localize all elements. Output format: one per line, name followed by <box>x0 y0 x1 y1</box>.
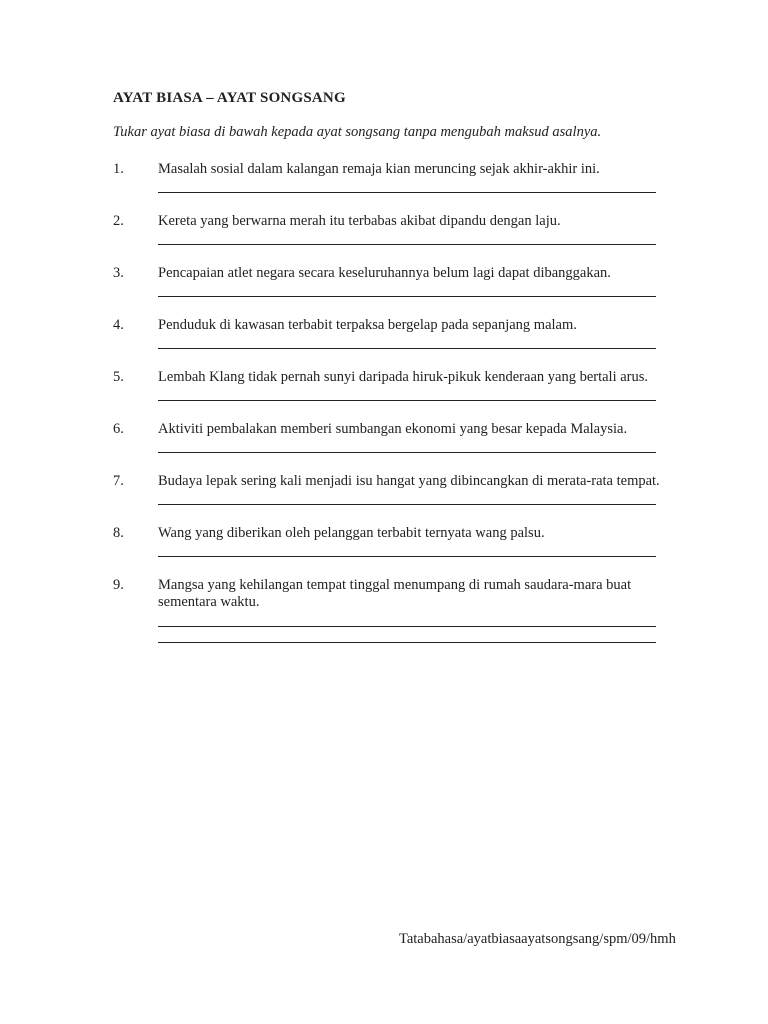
question-number: 4. <box>113 317 124 333</box>
question-number: 8. <box>113 525 124 541</box>
answer-line[interactable] <box>158 400 656 401</box>
footer-reference: Tatabahasa/ayatbiasaayatsongsang/spm/09/hmh <box>399 931 676 947</box>
answer-line[interactable] <box>158 504 656 505</box>
question-number: 9. <box>113 577 124 593</box>
answer-line[interactable] <box>158 244 656 245</box>
answer-line[interactable] <box>158 642 656 643</box>
question-item <box>113 473 693 491</box>
answer-line[interactable] <box>158 192 656 193</box>
answer-line[interactable] <box>158 556 656 557</box>
question-number: 6. <box>113 421 124 437</box>
question-number: 7. <box>113 473 124 489</box>
answer-line[interactable] <box>158 348 656 349</box>
question-item <box>113 213 693 231</box>
question-text: Budaya lepak sering kali menjadi isu hangat yang dibincangkan di merata-rata tempat. <box>158 473 660 489</box>
question-number: 1. <box>113 161 124 177</box>
question-text: Wang yang diberikan oleh pelanggan terbabit ternyata wang palsu. <box>158 525 545 541</box>
instruction-text: Tukar ayat biasa di bawah kepada ayat songsang tanpa mengubah maksud asalnya. <box>113 124 602 140</box>
question-number: 5. <box>113 369 124 385</box>
question-text: Penduduk di kawasan terbabit terpaksa bergelap pada sepanjang malam. <box>158 317 577 333</box>
question-text: Pencapaian atlet negara secara keseluruhannya belum lagi dapat dibanggakan. <box>158 265 611 281</box>
question-item <box>113 421 693 439</box>
question-text: Lembah Klang tidak pernah sunyi daripada hiruk-pikuk kenderaan yang bertali arus. <box>158 369 649 385</box>
question-number: 2. <box>113 213 124 229</box>
question-text: Mangsa yang kehilangan tempat tinggal menumpang di rumah saudara-mara buat sementara waktu. <box>158 577 632 610</box>
answer-line[interactable] <box>158 296 656 297</box>
answer-line[interactable] <box>158 626 656 627</box>
question-number: 3. <box>113 265 124 281</box>
question-item <box>113 369 693 387</box>
question-text: Kereta yang berwarna merah itu terbabas akibat dipandu dengan laju. <box>158 213 561 229</box>
question-item <box>113 317 693 335</box>
question-item <box>113 265 693 283</box>
question-item <box>113 577 693 610</box>
worksheet-title: AYAT BIASA – AYAT SONGSANG <box>113 90 346 106</box>
question-item <box>113 161 693 179</box>
question-text: Aktiviti pembalakan memberi sumbangan ekonomi yang besar kepada Malaysia. <box>158 421 628 437</box>
question-text: Masalah sosial dalam kalangan remaja kian meruncing sejak akhir-akhir ini. <box>158 161 600 177</box>
answer-line[interactable] <box>158 452 656 453</box>
question-item <box>113 525 693 543</box>
